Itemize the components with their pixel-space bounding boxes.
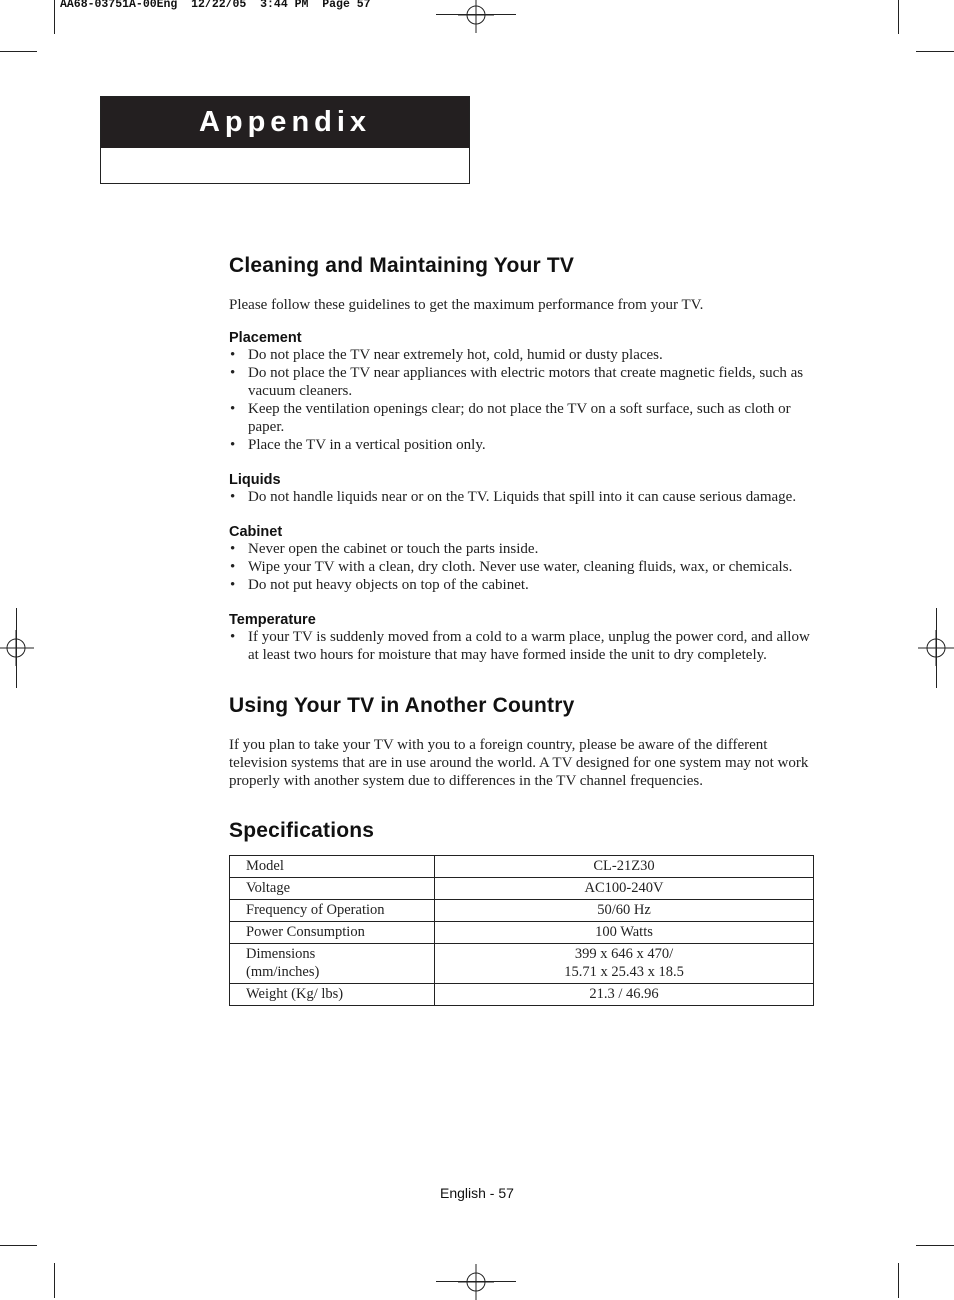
spec-value: 100 Watts [435,922,814,944]
cleaning-intro: Please follow these guidelines to get the maximum performance from your TV. [229,297,704,313]
spec-label: Frequency of Operation [230,900,435,922]
page-footer: English - 57 [440,1185,514,1201]
cabinet-heading: Cabinet [229,524,283,540]
list-item: • Do not place the TV near appliances with electric motors that create magnetic fields, such as vacuum cleaners. [230,365,804,399]
list-item: • Do not handle liquids near or on the TV. Liquids that spill into it can cause serious damage. [230,489,797,505]
cleaning-heading: Cleaning and Maintaining Your TV [229,254,575,277]
table-row [230,922,814,944]
table-row [230,900,814,922]
liquids-list [229,488,819,506]
crop-mark [898,0,899,34]
crop-mark [54,0,55,34]
print-slug: AA68-03751A-00Eng 12/22/05 3:44 PM Page 57 [60,0,371,11]
section-title: Appendix [198,106,372,138]
temperature-list [229,628,819,664]
crop-mark [54,1263,55,1298]
list-item: • Wipe your TV with a clean, dry cloth. Never use water, cleaning fluids, wax, or chemicals. [230,559,793,575]
section-header-box [100,96,470,184]
placement-heading: Placement [229,330,302,346]
list-item: • Do not place the TV near extremely hot, cold, humid or dusty places. [230,347,663,363]
list-item: • Keep the ventilation openings clear; do not place the TV on a soft surface, such as cloth or paper. [230,401,791,435]
spec-label: Weight (Kg/ lbs) [230,984,435,1006]
list-item: • Do not put heavy objects on top of the cabinet. [230,577,529,593]
spec-value: CL-21Z30 [435,856,814,878]
spec-value: 21.3 / 46.96 [435,984,814,1006]
spec-label: Voltage [230,878,435,900]
country-body: If you plan to take your TV with you to a foreign country, please be aware of the different television systems that are in use around the world. A TV designed for one system may not work properly with another system due to differences in the TV channel frequencies. [229,737,809,789]
registration-mark-icon [458,0,494,33]
spec-label: Model [230,856,435,878]
page-content [229,254,819,1006]
table-row [230,878,814,900]
country-heading: Using Your TV in Another Country [229,694,575,717]
section-header-bar [101,97,469,150]
table-row [230,984,814,1006]
specs-table [229,855,814,1006]
specs-heading: Specifications [229,819,375,842]
crop-mark [916,1245,954,1246]
spec-value: 50/60 Hz [435,900,814,922]
list-item: • If your TV is suddenly moved from a cold to a warm place, unplug the power cord, and allow at least two hours for moisture that may have formed inside the unit to dry completely. [230,629,810,663]
table-row [230,856,814,878]
cabinet-list [229,540,819,594]
list-item: • Place the TV in a vertical position only. [230,437,486,453]
crop-mark [0,1245,37,1246]
registration-mark-icon [918,630,954,666]
crop-mark [916,51,954,52]
table-row [230,944,814,984]
spec-value: 399 x 646 x 470/ 15.71 x 25.43 x 18.5 [435,944,814,984]
temperature-heading: Temperature [229,612,316,628]
registration-mark-icon [458,1264,494,1300]
list-item: • Never open the cabinet or touch the parts inside. [230,541,539,557]
crop-mark [0,51,37,52]
registration-mark-icon [0,630,34,666]
liquids-heading: Liquids [229,472,281,488]
spec-label: Power Consumption [230,922,435,944]
spec-value: AC100-240V [435,878,814,900]
spec-label: Dimensions (mm/inches) [230,944,435,984]
crop-mark [898,1263,899,1298]
placement-list [229,346,819,454]
